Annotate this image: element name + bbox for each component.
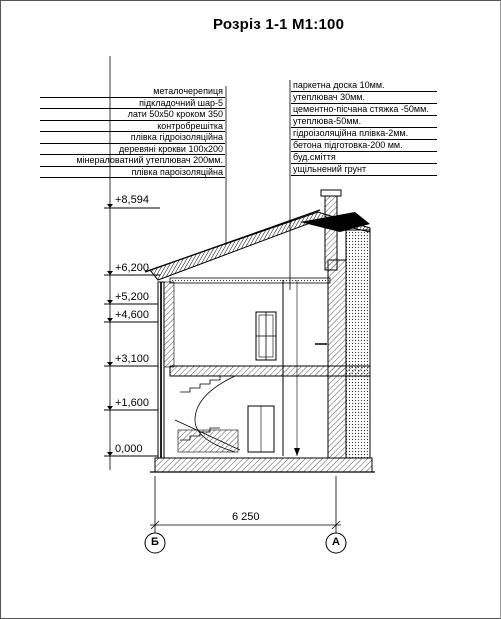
floor-layer: цементно-пісчана стяжка -50мм.: [291, 104, 437, 116]
roof-layer: плівка пароізоляційна: [40, 167, 225, 179]
floor-layer: буд.сміття: [291, 152, 437, 164]
level-label: +6,200: [115, 262, 149, 274]
sofa: [178, 430, 238, 452]
axis-label-right: А: [332, 536, 340, 548]
floor-layer: паркетна доска 10мм.: [291, 80, 437, 92]
dimension-value: 6 250: [232, 511, 260, 523]
floor-layer: ущільнений грунт: [291, 164, 437, 176]
roof-layer: металочерепиця: [40, 86, 225, 98]
floor-layer: утеплювач 30мм.: [291, 92, 437, 104]
chimney: [325, 195, 337, 270]
drawing-title: Розріз 1-1 М1:100: [213, 16, 345, 33]
roof-layer: лати 50х50 кроком 350: [40, 109, 225, 121]
roof-layer: підкладочний шар-5: [40, 98, 225, 110]
level-label: +3,100: [115, 353, 149, 365]
roof-layer: мінераловатний утеплювач 200мм.: [40, 155, 225, 167]
floor-slab: [170, 366, 370, 376]
floor-layer: гідроізоляційна плівка-2мм.: [291, 128, 437, 140]
level-label: +1,600: [115, 397, 149, 409]
dimension-line: [150, 476, 341, 534]
attic-slab: [170, 278, 330, 283]
level-marks: [104, 208, 160, 456]
right-wall-insulation: [346, 230, 370, 458]
roof-layer: плівка гідроізоляційна: [40, 132, 225, 144]
level-label: 0,000: [115, 443, 143, 455]
level-label: +5,200: [115, 291, 149, 303]
legend-leaders: [226, 80, 290, 290]
foundation-slab: [155, 458, 372, 472]
floor-layer: бетона підготовка-200 мм.: [291, 140, 437, 152]
roof-layer: деревяні крокви 100х200: [40, 144, 225, 156]
level-label: +8,594: [115, 194, 149, 206]
axis-label-left: Б: [151, 536, 159, 548]
floor-layer: утеплювa-50мм.: [291, 116, 437, 128]
level-label: +4,600: [115, 309, 149, 321]
roof-layer: контробрешітка: [40, 121, 225, 133]
right-wall: [328, 260, 346, 458]
